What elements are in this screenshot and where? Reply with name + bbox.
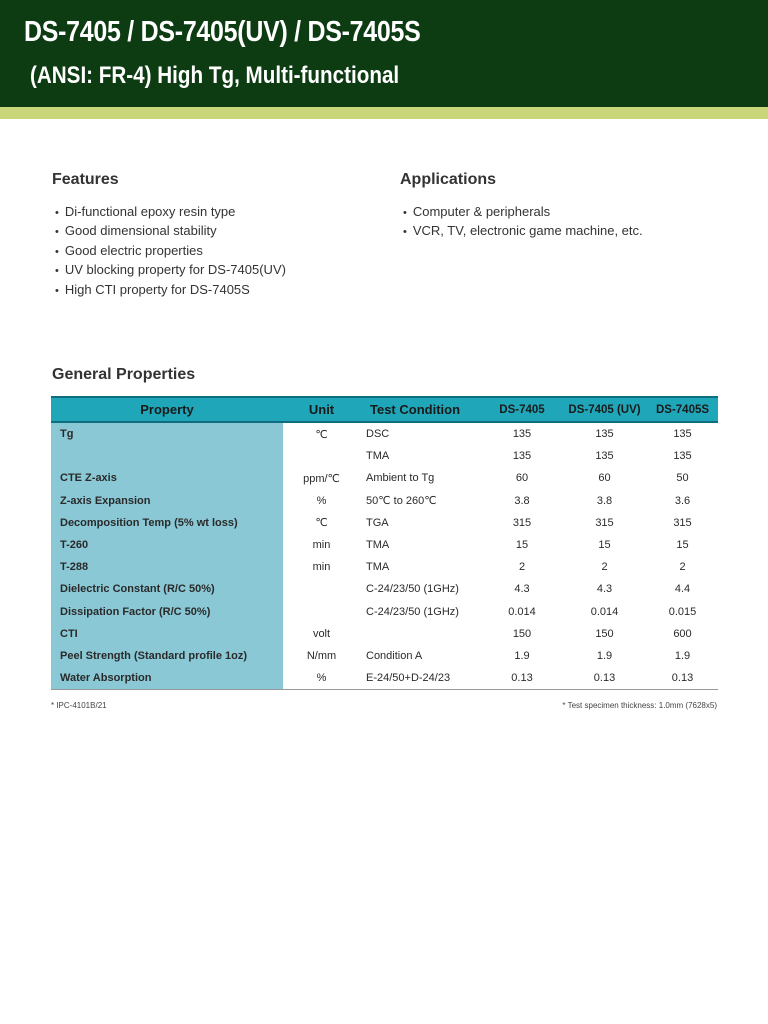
column-header-test-condition: Test Condition (360, 397, 482, 422)
property-cell: Water Absorption (51, 667, 283, 690)
value-cell: 15 (676, 539, 689, 552)
column-header-ds7405: DS-7405 (482, 397, 562, 422)
features-list (55, 202, 286, 299)
property-cell: Tg (51, 422, 283, 445)
column-header-property: Property (51, 397, 283, 422)
value-cell: 315 (512, 516, 532, 529)
list-item: • Good dimensional stability (55, 221, 286, 240)
unit-cell (283, 578, 360, 600)
table-row (51, 578, 718, 600)
page-header (0, 0, 768, 107)
table-header-row (51, 397, 718, 422)
condition-cell: TMA (366, 539, 390, 552)
list-item: • Di-functional epoxy resin type (55, 202, 286, 221)
value-cell: 0.015 (668, 605, 697, 618)
value-cell: 60 (598, 472, 611, 485)
value-cell: 2 (679, 561, 686, 574)
unit-cell: min (312, 539, 331, 552)
table-row (51, 623, 718, 645)
column-header-ds7405s: DS-7405S (647, 397, 718, 422)
value-cell: 135 (595, 450, 614, 463)
table-row (51, 534, 718, 556)
condition-cell: TMA (366, 561, 390, 574)
unit-cell: % (283, 667, 360, 690)
table-row (51, 467, 718, 489)
value-cell: 4.3 (596, 583, 613, 596)
features-heading: Features (52, 171, 119, 188)
applications-heading: Applications (400, 171, 497, 188)
value-cell: 135 (595, 428, 614, 441)
value-cell: 3.8 (514, 494, 530, 507)
list-item: • Computer & peripherals (403, 202, 643, 221)
table-row (51, 512, 718, 534)
value-cell: 0.014 (590, 605, 619, 618)
unit-cell: ℃ (315, 517, 328, 530)
value-cell: 150 (512, 627, 532, 640)
condition-cell: DSC (366, 428, 390, 441)
header-stripe (0, 107, 768, 119)
general-properties-heading: General Properties (52, 366, 196, 383)
unit-cell: N/mm (306, 649, 337, 662)
table-row (51, 422, 718, 445)
table-row (51, 645, 718, 667)
condition-cell: Ambient to Tg (366, 472, 435, 485)
table-row (51, 556, 718, 578)
value-cell: 315 (595, 516, 614, 529)
value-cell: 0.13 (647, 667, 718, 690)
value-cell: 60 (515, 472, 529, 485)
value-cell: 50 (676, 472, 689, 485)
list-item: • UV blocking property for DS-7405(UV) (55, 260, 286, 279)
value-cell: 0.13 (562, 667, 647, 690)
property-cell: Peel Strength (Standard profile 1oz) (51, 645, 283, 667)
value-cell: 3.6 (674, 494, 691, 507)
applications-list (403, 202, 643, 241)
value-cell: 315 (673, 516, 692, 529)
property-cell (51, 445, 283, 467)
unit-cell: ℃ (315, 428, 328, 441)
property-cell: Dielectric Constant (R/C 50%) (51, 578, 283, 600)
value-cell: 15 (515, 539, 529, 552)
table-row (51, 445, 718, 467)
value-cell: 135 (512, 450, 532, 463)
value-cell: 4.4 (674, 583, 691, 596)
column-header-ds7405uv: DS-7405 (UV) (562, 397, 647, 422)
unit-cell (283, 445, 360, 467)
value-cell: 2 (518, 561, 526, 574)
value-cell: 0.014 (508, 605, 536, 618)
table-row (51, 601, 718, 623)
value-cell: 4.3 (514, 583, 530, 596)
value-cell: 600 (673, 627, 692, 640)
list-item: • Good electric properties (55, 241, 286, 260)
condition-cell: C-24/23/50 (1GHz) (366, 605, 459, 618)
column-header-unit: Unit (283, 397, 360, 422)
property-cell: T-288 (51, 556, 283, 578)
value-cell: 1.9 (596, 649, 613, 662)
value-cell: 135 (673, 450, 692, 463)
value-cell: 3.8 (596, 494, 613, 507)
footnote-specimen: * Test specimen thickness: 1.0mm (7628x5) (562, 701, 717, 710)
table-row (51, 490, 718, 512)
value-cell: 1.9 (514, 649, 530, 662)
unit-cell: volt (312, 627, 331, 640)
value-cell: 135 (673, 428, 692, 441)
value-cell: 0.13 (482, 667, 562, 690)
properties-table (51, 396, 718, 690)
page-subtitle: (ANSI: FR-4) High Tg, Multi-functional (30, 62, 400, 89)
value-cell: 1.9 (674, 649, 691, 662)
condition-cell: 50℃ to 260℃ (366, 495, 437, 508)
condition-cell: TMA (366, 450, 390, 463)
table-row (51, 667, 718, 690)
value-cell: 15 (598, 539, 611, 552)
condition-cell: TGA (366, 516, 389, 529)
value-cell: 2 (601, 561, 608, 574)
condition-cell: E-24/50+D-24/23 (360, 667, 482, 690)
condition-cell: C-24/23/50 (1GHz) (366, 583, 459, 596)
property-cell: Z-axis Expansion (51, 490, 283, 512)
condition-cell: Condition A (366, 649, 423, 662)
value-cell: 150 (595, 627, 614, 640)
page-title: DS-7405 / DS-7405(UV) / DS-7405S (24, 16, 421, 48)
footnote-standard: * IPC-4101B/21 (51, 701, 107, 710)
property-cell: Decomposition Temp (5% wt loss) (51, 512, 283, 534)
unit-cell: min (312, 561, 331, 574)
unit-cell: % (316, 494, 327, 507)
list-item: • VCR, TV, electronic game machine, etc. (403, 221, 643, 240)
condition-cell (360, 623, 482, 645)
property-cell: Dissipation Factor (R/C 50%) (51, 601, 283, 623)
list-item: • High CTI property for DS-7405S (55, 280, 286, 299)
value-cell: 135 (512, 428, 532, 441)
unit-cell (283, 601, 360, 623)
unit-cell: ppm/℃ (303, 472, 340, 485)
property-cell: CTI (51, 623, 283, 645)
property-cell: T-260 (51, 534, 283, 556)
property-cell: CTE Z-axis (51, 467, 283, 489)
